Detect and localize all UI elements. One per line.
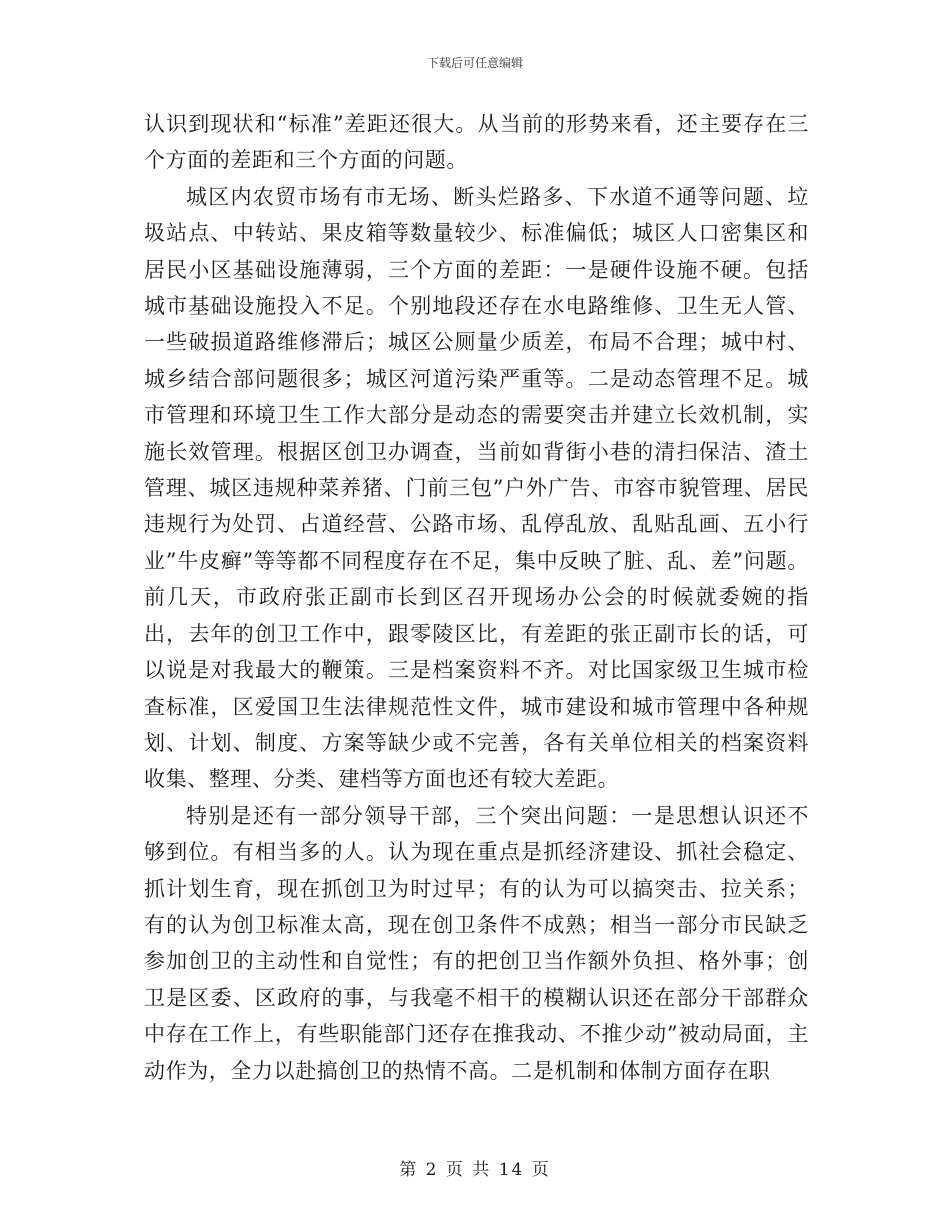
paragraph-1: 认识到现状和“标准”差距还很大。从当前的形势来看，还主要存在三个方面的差距和三个方面的问题。 <box>144 112 809 173</box>
document-body <box>144 106 809 1089</box>
paragraph-2: 城区内农贸市场有市无场、断头烂路多、下水道不通等问题、垃圾站点、中转站、果皮箱等数量较少、标准偏低；城区人口密集区和居民小区基础设施薄弱，三个方面的差距：一是硬件设施不硬。包括城市基础设施投入不足。个别地段还存在水电路维修、卫生无人管、一些破损道路维修滞后；城区公厕量少质差，布局不合理；城中村、城乡结合部问题很多；城区河道污染严重等。二是动态管理不足。城市管理和环境卫生工作大部分是动态的需要突击并建立长效机制，实施长效管理。根据区创卫办调查，当前如背街小巷的清扫保洁、渣土管理、城区违规种菜养猪、门前三包”户外广告、市容市貌管理、居民违规行为处罚、占道经营、公路市场、乱停乱放、乱贴乱画、五小行业”牛皮癣”等等都不同程度存在不足，集中反映了脏、乱、差”问题。前几天，市政府张正副市长到区召开现场办公会的时候就委婉的指出，去年的创卫工作中，跟零陵区比，有差距的张正副市长的话，可以说是对我最大的鞭策。三是档案资料不齐。对比国家级卫生城市检查标准，区爱国卫生法律规范性文件，城市建设和城市管理中各种规划、计划、制度、方案等缺少或不完善，各有关单位相关的档案资料收集、整理、分类、建档等方面也还有较大差距。 <box>144 184 809 792</box>
paragraph-3: 特别是还有一部分领导干部，三个突出问题：一是思想认识还不够到位。有相当多的人。认为现在重点是抓经济建设、抓社会稳定、抓计划生育，现在抓创卫为时过早；有的认为可以搞突击、拉关系；有的认为创卫标准太高，现在创卫条件不成熟；相当一部分市民缺乏参加创卫的主动性和自觉性；有的把创卫当作额外负担、格外事；创卫是区委、区政府的事，与我毫不相干的模糊认识还在部分干部群众中存在工作上，有些职能部门还存在推我动、不推少动”被动局面，主动作为，全力以赴搞创卫的热情不高。二是机制和体制方面存在职 <box>144 803 809 1083</box>
page-footer: 第 2 页 共 14 页 <box>399 1160 551 1180</box>
page-header: 下载后可任意编辑 <box>426 56 523 70</box>
